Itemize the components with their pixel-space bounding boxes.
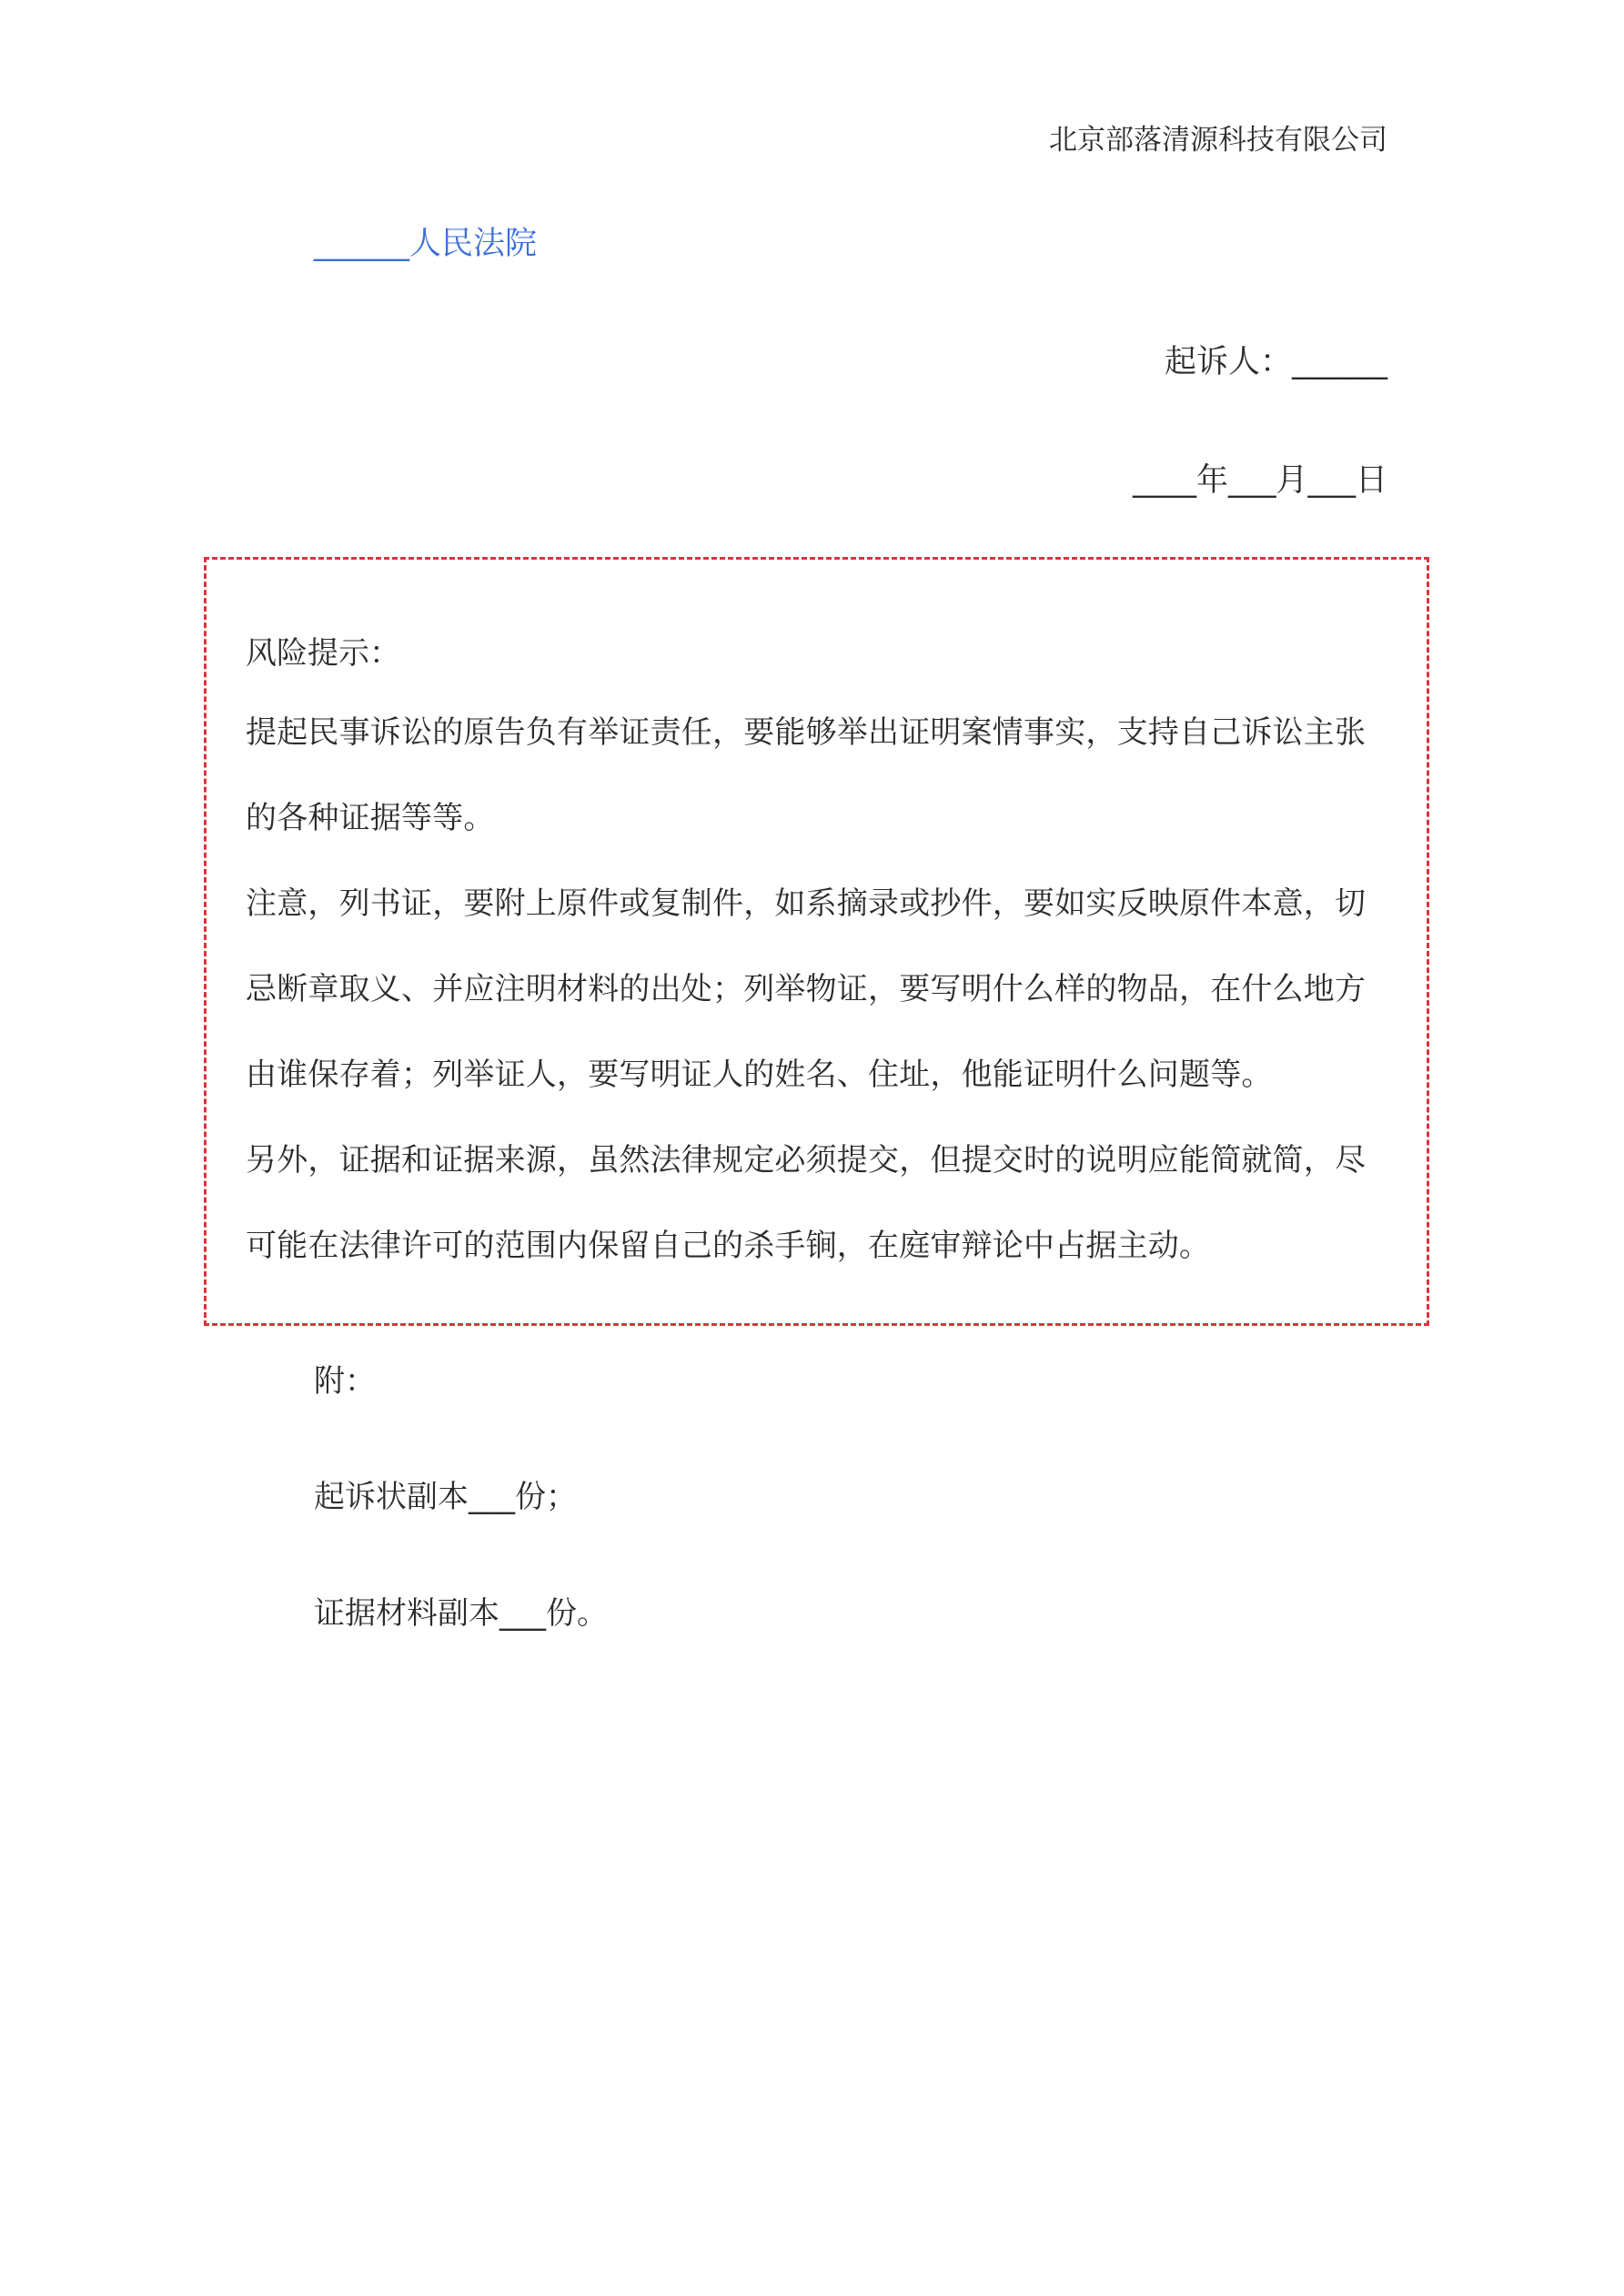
attachments-title: 附： xyxy=(314,1363,376,1400)
risk-notice-title: 风险提示： xyxy=(246,635,400,672)
company-header: 北京部落清源科技有限公司 xyxy=(1049,124,1387,157)
attachment-item: 证据材料副本___份。 xyxy=(314,1595,608,1632)
risk-notice-paragraph: 另外，证据和证据来源，虽然法律规定必须提交，但提交时的说明应能简就简，尽可能在法律许可的范围内保留自己的杀手锏，在庭审辩论中占据主动。 xyxy=(246,1142,1367,1264)
risk-notice-paragraph: 提起民事诉讼的原告负有举证责任，要能够举出证明案情事实，支持自己诉讼主张的各种证据等等。 xyxy=(246,714,1367,836)
risk-notice-paragraph: 注意，列书证，要附上原件或复制件，如系摘录或抄件，要如实反映原件本意，切忌断章取义、并应注明材料的出处；列举物证，要写明什么样的物品，在什么地方由谁保存着；列举证人，要写明证人的姓名、住址，他能证明什么问题等。 xyxy=(246,885,1367,1093)
date-line: ____年___月___日 xyxy=(1132,462,1387,499)
court-name-line: ______人民法院 xyxy=(314,226,538,262)
attachment-item: 起诉状副本___份； xyxy=(314,1479,577,1515)
plaintiff-signature-line: 起诉人：______ xyxy=(1164,344,1387,380)
